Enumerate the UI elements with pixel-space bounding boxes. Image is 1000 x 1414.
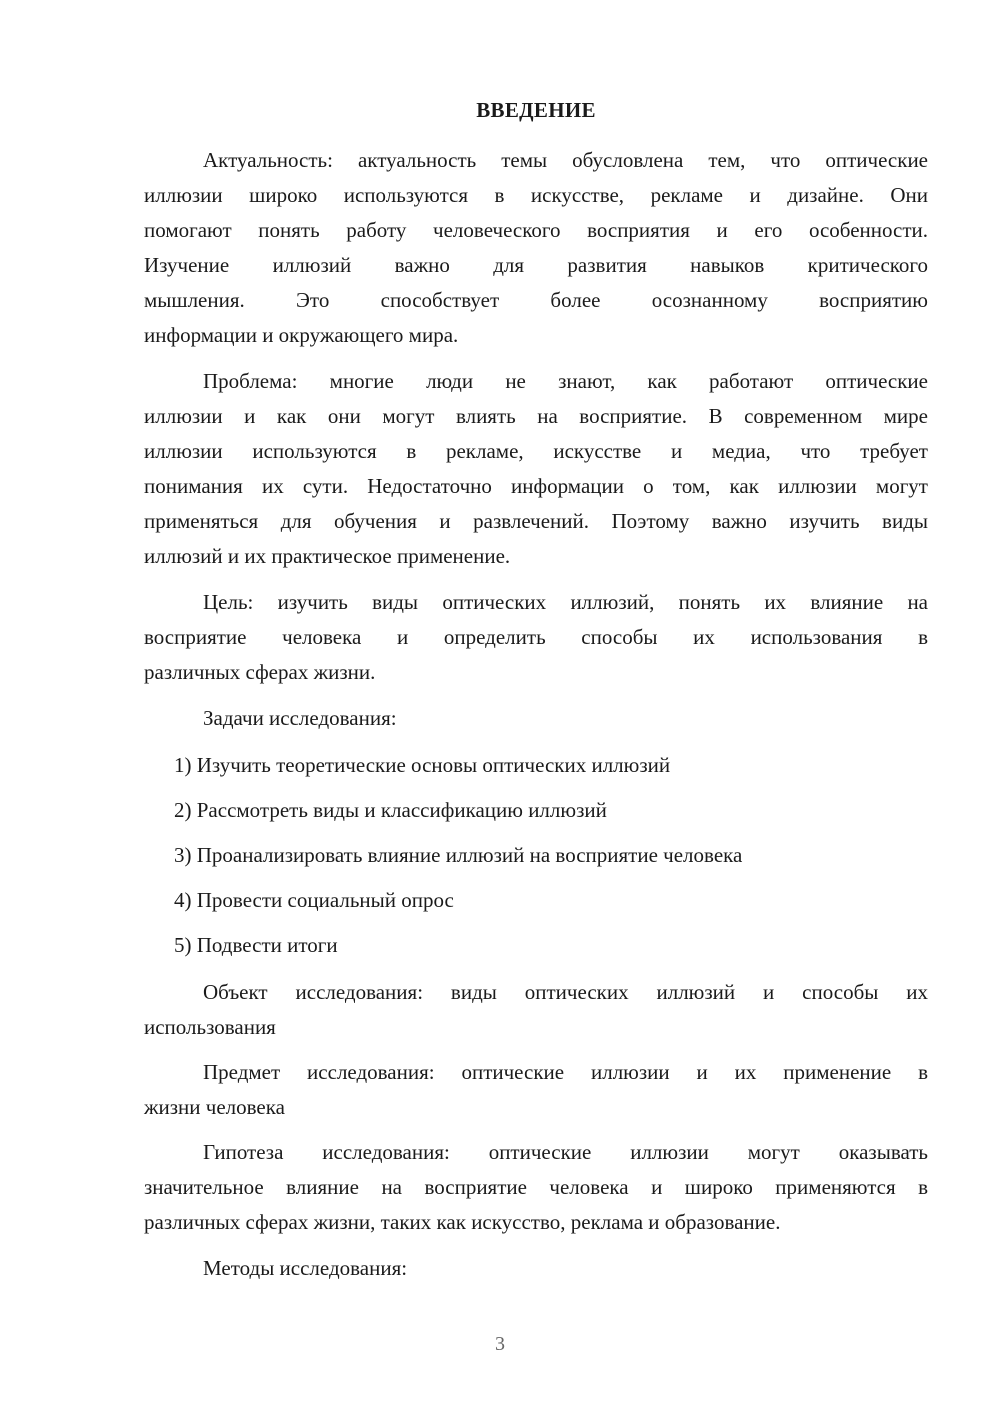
text-line: Предмет исследования: оптические иллюзии и их применение в bbox=[203, 1060, 928, 1084]
text-line: использования bbox=[144, 1015, 276, 1039]
section-title: ВВЕДЕНИЕ bbox=[476, 98, 596, 122]
task-item-1: 1) Изучить теоретические основы оптических иллюзий bbox=[174, 753, 671, 777]
paragraph-relevance bbox=[144, 143, 928, 353]
text-line: помогают понять работу человеческого восприятия и его особенности. bbox=[144, 218, 928, 242]
task-item-5: 5) Подвести итоги bbox=[174, 933, 338, 957]
text-line: значительное влияние на восприятие человека и широко применяются в bbox=[144, 1175, 928, 1199]
text-line: мышления. Это способствует более осознанному восприятию bbox=[144, 288, 928, 312]
page-number: 3 bbox=[495, 1333, 505, 1355]
text-line: Гипотеза исследования: оптические иллюзии могут оказывать bbox=[203, 1140, 928, 1164]
text-line: Цель: изучить виды оптических иллюзий, понять их влияние на bbox=[203, 590, 928, 614]
methods-heading-text: Методы исследования: bbox=[203, 1256, 408, 1280]
text-line: жизни человека bbox=[144, 1095, 285, 1119]
text-line: применяться для обучения и развлечений. Поэтому важно изучить виды bbox=[144, 509, 928, 533]
text-line: восприятие человека и определить способы их использования в bbox=[144, 625, 928, 649]
text-line: Проблема: многие люди не знают, как работают оптические bbox=[203, 369, 928, 393]
text-line: иллюзий и их практическое применение. bbox=[144, 544, 511, 568]
text-line: различных сферах жизни. bbox=[144, 660, 376, 684]
task-item-4: 4) Провести социальный опрос bbox=[174, 888, 454, 912]
text-line: Объект исследования: виды оптических иллюзий и способы их bbox=[203, 980, 928, 1004]
tasks-heading bbox=[144, 701, 928, 736]
text-line: понимания их сути. Недостаточно информации о том, как иллюзии могут bbox=[144, 474, 928, 498]
paragraph-problem bbox=[144, 364, 928, 574]
text-line: различных сферах жизни, таких как искусство, реклама и образование. bbox=[144, 1210, 781, 1234]
methods-heading bbox=[144, 1251, 928, 1286]
text-line: иллюзии широко используются в искусстве, рекламе и дизайне. Они bbox=[144, 183, 928, 207]
text-line: информации и окружающего мира. bbox=[144, 323, 459, 347]
paragraph-goal bbox=[144, 585, 928, 690]
task-item-3: 3) Проанализировать влияние иллюзий на восприятие человека bbox=[174, 843, 743, 867]
paragraph-hypothesis bbox=[144, 1135, 928, 1240]
paragraph-object bbox=[144, 975, 928, 1045]
text-line: Изучение иллюзий важно для развития навыков критического bbox=[144, 253, 928, 277]
text-line: Актуальность: актуальность темы обусловлена тем, что оптические bbox=[203, 148, 928, 172]
paragraph-subject bbox=[144, 1055, 928, 1125]
text-line: иллюзии используются в рекламе, искусстве и медиа, что требует bbox=[144, 439, 928, 463]
tasks-heading-text: Задачи исследования: bbox=[203, 706, 397, 730]
text-line: иллюзии и как они могут влиять на восприятие. В современном мире bbox=[144, 404, 928, 428]
task-item-2: 2) Рассмотреть виды и классификацию иллюзий bbox=[174, 798, 607, 822]
